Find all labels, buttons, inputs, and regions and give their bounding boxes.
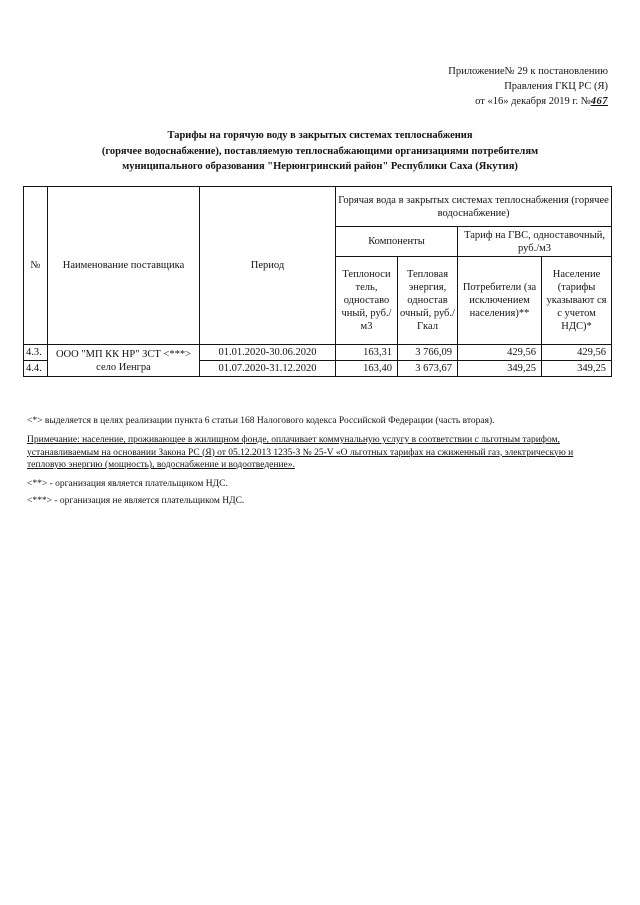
- footnote-not-vat-payer: <***> - организация не является плательщиком НДС.: [27, 496, 245, 506]
- title-line-1: Тарифы на горячую воду в закрытых системах теплоснабжения: [167, 130, 473, 141]
- col-header-population: Население (тарифы указывают ся с учетом НДС)*: [542, 257, 612, 345]
- tariff-table: [23, 186, 612, 377]
- row-energy: 3 673,67: [398, 361, 458, 377]
- row-consumers: 429,56: [458, 345, 542, 361]
- row-number: 4.4.: [24, 361, 48, 377]
- row-carrier: 163,31: [336, 345, 398, 361]
- col-header-period: Период: [200, 187, 336, 345]
- col-group-tariff: Тариф на ГВС, одноставочный, руб./м3: [458, 227, 612, 257]
- header-line-1: Приложение№ 29 к постановлению: [448, 66, 608, 77]
- col-group-hot-water: Горячая вода в закрытых системах теплоснабжения (горячее водоснабжение): [336, 187, 612, 227]
- row-consumers: 349,25: [458, 361, 542, 377]
- col-header-energy: Тепловая энергия, одностав очный, руб./Гкал: [398, 257, 458, 345]
- supplier-name: ООО "МП КК НР" ЗСТ <***> село Иенгра: [48, 345, 200, 377]
- row-population: 429,56: [542, 345, 612, 361]
- row-energy: 3 766,09: [398, 345, 458, 361]
- resolution-number: 467: [590, 96, 608, 107]
- col-header-consumers: Потребители (за исключением населения)**: [458, 257, 542, 345]
- footnote-vat-payer: <**> - организация является плательщиком НДС.: [27, 479, 228, 489]
- note-text: : население, проживающее в жилищном фонде, оплачивает коммунальную услугу в соответствии с льготным тарифом, устанавливаемым на основании Закона РС (Я) от 05.12.2013 1235-З № 25-V «О льготных тарифах на сжиженный газ, электрическую и тепловую энергию (мощность), водоснабжение и водоотведение».: [27, 435, 574, 470]
- title-line-3: муниципального образования "Нерюнгринский район" Республики Саха (Якутия): [122, 161, 518, 172]
- row-period: 01.01.2020-30.06.2020: [200, 345, 336, 361]
- note-label: Примечание: [27, 435, 78, 445]
- resolution-header: [448, 64, 608, 109]
- row-period: 01.07.2020-31.12.2020: [200, 361, 336, 377]
- header-line-2: Правления ГКЦ РС (Я): [504, 81, 608, 92]
- note-population: [27, 434, 607, 472]
- row-carrier: 163,40: [336, 361, 398, 377]
- col-group-components: Компоненты: [336, 227, 458, 257]
- col-header-carrier: Теплоноси тель, одноставо чный, руб./м3: [336, 257, 398, 345]
- table-row: [24, 345, 612, 361]
- header-line-3: [448, 94, 608, 109]
- row-number: 4.3.: [24, 345, 48, 361]
- header-date: от «16» декабря 2019 г. №: [475, 96, 591, 107]
- footnote-vat: <*> выделяется в целях реализации пункта 6 статьи 168 Налогового кодекса Российской Федерации (часть вторая).: [27, 416, 495, 426]
- col-header-number: №: [24, 187, 48, 345]
- col-header-supplier: Наименование поставщика: [48, 187, 200, 345]
- row-population: 349,25: [542, 361, 612, 377]
- document-title: [40, 128, 600, 175]
- title-line-2: (горячее водоснабжение), поставляемую теплоснабжающими организациями потребителям: [101, 145, 539, 157]
